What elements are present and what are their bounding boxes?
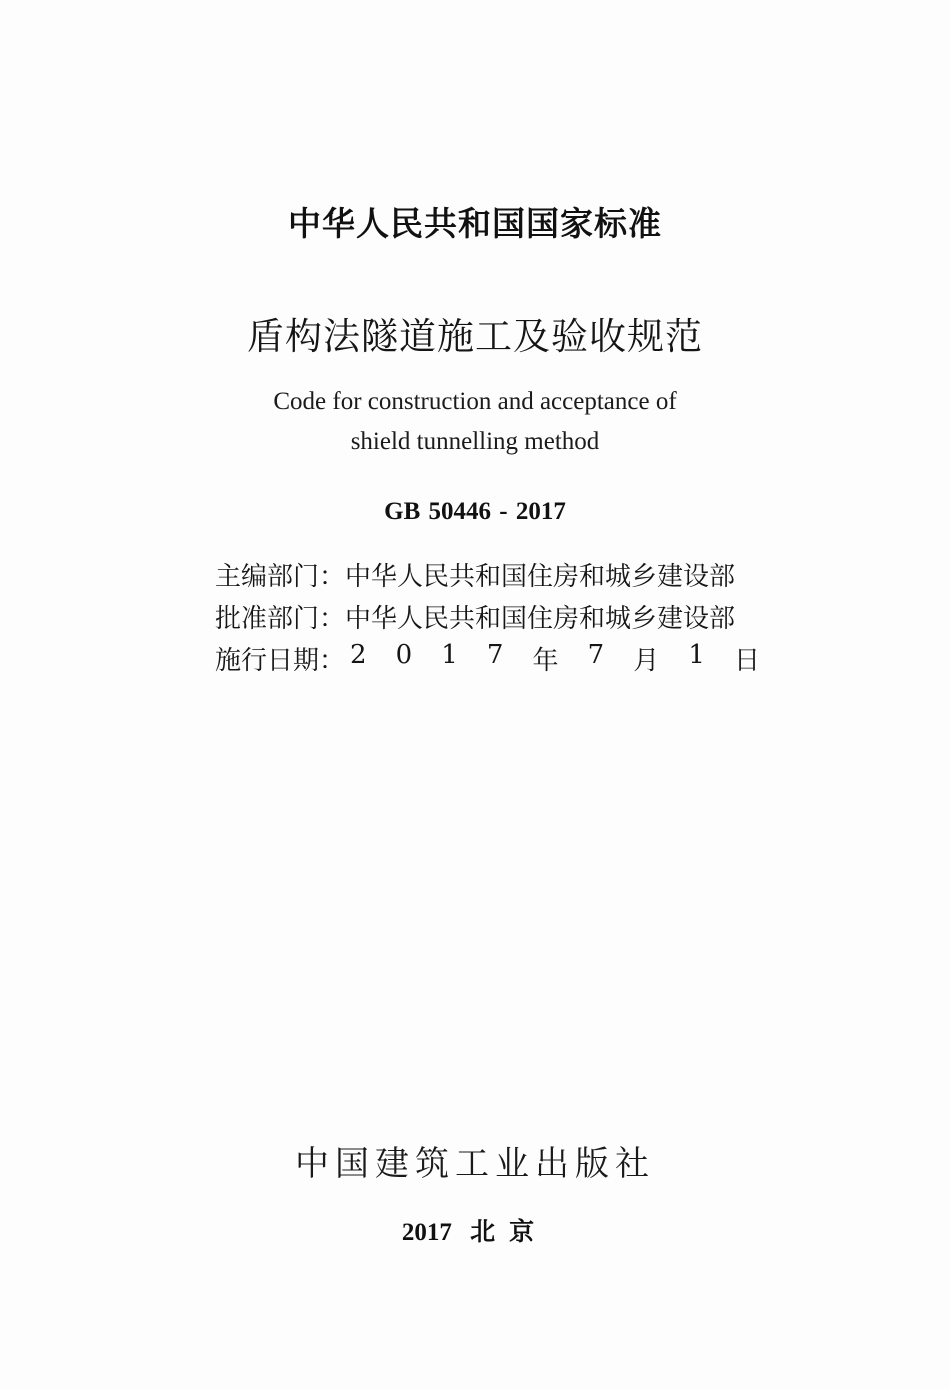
standard-code: GB 50446 - 2017 bbox=[384, 498, 566, 525]
publication-year-city bbox=[0, 1212, 950, 1248]
date-char: 1 bbox=[688, 640, 705, 670]
date-char: 0 bbox=[395, 640, 413, 670]
date-char: 日 bbox=[733, 646, 760, 676]
approver-label: 批准部门： bbox=[215, 604, 346, 634]
effective-date-value bbox=[350, 640, 760, 677]
title-chinese: 盾构法隧道施工及验收规范 bbox=[247, 315, 703, 358]
date-char: 7 bbox=[486, 640, 504, 670]
approver-row bbox=[215, 598, 735, 632]
date-char: 7 bbox=[587, 640, 605, 670]
publication-year: 2017 bbox=[401, 1219, 452, 1246]
date-char: 月 bbox=[633, 646, 660, 676]
effective-date-label: 施行日期： bbox=[215, 646, 346, 676]
date-char: 1 bbox=[441, 640, 458, 670]
publisher-name: 中国建筑工业出版社 bbox=[295, 1144, 655, 1184]
publication-city: 北京 bbox=[470, 1217, 549, 1246]
editor-value: 中华人民共和国住房和城乡建设部 bbox=[345, 562, 736, 592]
approver-value: 中华人民共和国住房和城乡建设部 bbox=[345, 604, 736, 634]
standard-category: 中华人民共和国国家标准 bbox=[288, 204, 662, 243]
effective-date-row bbox=[215, 640, 760, 676]
date-char: 2 bbox=[350, 640, 367, 670]
editor-row bbox=[215, 556, 735, 590]
date-char: 年 bbox=[532, 646, 559, 676]
title-english-line-1: Code for construction and acceptance of bbox=[273, 388, 677, 415]
title-english-line-2: shield tunnelling method bbox=[350, 428, 600, 455]
editor-label: 主编部门： bbox=[215, 562, 346, 592]
